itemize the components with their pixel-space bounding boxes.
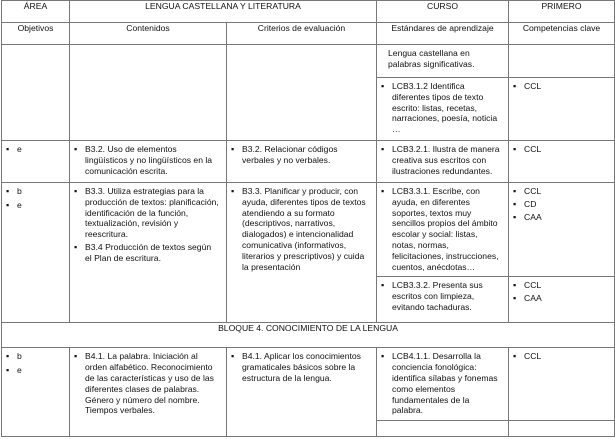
competencia-item: CD: [524, 198, 537, 209]
column-header-row: [2, 23, 615, 45]
objetivo-item: e: [17, 365, 22, 376]
criterios-cell: [227, 141, 377, 183]
bullet-icon: ▪: [6, 144, 10, 154]
subject-header: LENGUA CASTELLANA Y LITERATURA: [70, 1, 377, 23]
bullet-icon: ▪: [381, 81, 385, 91]
bullet-icon: ▪: [74, 241, 78, 252]
bullet-icon: ▪: [381, 280, 385, 291]
competencia-item: CCL: [524, 280, 542, 291]
col-criterios: Criterios de evaluación: [227, 23, 377, 45]
block-heading-row: [2, 323, 615, 348]
criterios-cell: [227, 183, 377, 323]
competencias-cell: [509, 141, 615, 183]
criterio-text: B3.3. Planificar y producir, con ayuda, diferentes tipos de textos atendiendo a su formato (descriptivos, narrativos, dialogados) e intencionalidad comunicativa (informativos, literarios y prescriptivos) y cuida la presentación: [242, 186, 366, 272]
course-value: PRIMERO: [509, 1, 615, 23]
competencias-cell: [509, 78, 615, 141]
contenidos-cell: [70, 348, 227, 437]
objetivos-cell: [2, 183, 70, 323]
col-estandares: Estándares de aprendizaje: [377, 23, 509, 45]
bullet-icon: ▪: [513, 144, 517, 154]
objetivos-cell: [2, 348, 70, 437]
curriculum-table: [1, 0, 615, 437]
bullet-icon: ▪: [513, 351, 517, 362]
bullet-icon: ▪: [231, 144, 235, 154]
bullet-icon: ▪: [513, 186, 517, 196]
bullet-icon: ▪: [6, 365, 10, 376]
objetivo-item: b: [17, 351, 22, 362]
header-row: [2, 1, 615, 23]
objetivo-item: b: [17, 186, 22, 196]
block-heading: BLOQUE 4. CONOCIMIENTO DE LA LENGUA: [2, 323, 615, 348]
bullet-icon: ▪: [74, 144, 78, 154]
col-competencias: Competencias clave: [509, 23, 615, 45]
competencia-item: CCL: [524, 81, 542, 91]
table-row: [2, 141, 615, 183]
bullet-icon: ▪: [231, 351, 235, 362]
area-header: ÁREA: [2, 1, 70, 23]
competencias-cell: [509, 277, 615, 323]
bullet-icon: ▪: [513, 280, 517, 291]
bullet-icon: ▪: [74, 351, 78, 362]
objetivos-cell: [2, 141, 70, 183]
competencia-item: CCL: [524, 144, 542, 154]
contenido-text: B3.2. Uso de elementos lingüísticos y no lingüísticos en la comunicación escrita.: [85, 144, 213, 176]
course-header: CURSO: [377, 1, 509, 23]
standard-text: LCB3.3.2. Presenta sus escritos con limpieza, evitando tachaduras.: [392, 280, 483, 312]
competencia-item: CAA: [524, 293, 542, 304]
bullet-icon: ▪: [6, 351, 10, 362]
standard-text: LCB3.2.1. Ilustra de manera creativa sus escritos con ilustraciones redundantes.: [392, 144, 500, 176]
bullet-icon: ▪: [231, 186, 235, 196]
bullet-icon: ▪: [74, 186, 78, 196]
table-row: [2, 183, 615, 277]
bullet-icon: ▪: [513, 198, 517, 209]
criterios-cell: [227, 348, 377, 437]
objetivo-item: e: [17, 199, 22, 210]
competencia-item: CCL: [524, 351, 542, 362]
contenidos-cell: [70, 183, 227, 323]
contenidos-cell: [70, 141, 227, 183]
bullet-icon: ▪: [381, 186, 385, 196]
bullet-icon: ▪: [381, 144, 385, 154]
contenido-text: B3.4 Producción de textos según el Plan de escritura.: [85, 241, 212, 263]
competencia-item: CAA: [524, 211, 542, 222]
criterio-text: B4.1. Aplicar los conocimientos gramaticales básicos sobre la estructura de la lengua.: [242, 351, 361, 383]
contenido-text: B3.3. Utiliza estrategias para la producción de textos: planificación, identificación de la función, textualización, revisión y reescritura.: [85, 186, 219, 240]
standard-text: LCB4.1.1. Desarrolla la conciencia fonológica: identifica sílabas y fonemas como elementos fundamentales de la palabra.: [392, 351, 498, 416]
table-row: [2, 45, 615, 78]
objetivo-item: e: [17, 144, 22, 154]
competencias-cell: [509, 348, 615, 421]
standard-text: Lengua castellana en palabras significativas.: [388, 48, 475, 69]
standard-cell: [377, 78, 509, 141]
competencia-item: CCL: [524, 186, 542, 196]
bullet-icon: ▪: [6, 199, 10, 210]
bullet-icon: ▪: [6, 186, 10, 196]
col-contenidos: Contenidos: [70, 23, 227, 45]
standard-cell: [377, 183, 509, 277]
col-objetivos: Objetivos: [2, 23, 70, 45]
standard-text: LCB3.3.1. Escribe, con ayuda, en diferentes soportes, textos muy sencillos propios del ámbito escolar y social: listas, notas, normas, felicitaciones, instrucciones, cuentos, anécdotas…: [392, 186, 499, 272]
standard-cell: [377, 141, 509, 183]
bullet-icon: ▪: [381, 351, 385, 362]
bullet-icon: ▪: [513, 211, 517, 222]
criterio-text: B3.2. Relacionar códigos verbales y no verbales.: [242, 144, 338, 165]
bullet-icon: ▪: [513, 293, 517, 304]
standard-text: LCB3.1.2 Identifica diferentes tipos de texto escrito: listas, recetas, narraciones, poesía, noticia …: [392, 81, 498, 135]
table-row: [2, 348, 615, 421]
contenido-text: B4.1. La palabra. Iniciación al orden alfabético. Reconocimiento de las características y uso de las diferentes clases de palabras. Género y número del nombre. Tiempos verbales.: [85, 351, 214, 416]
standard-cell: [377, 45, 509, 78]
standard-cell: [377, 348, 509, 421]
bullet-icon: ▪: [513, 81, 517, 91]
competencias-cell: [509, 183, 615, 277]
standard-cell: [377, 277, 509, 323]
